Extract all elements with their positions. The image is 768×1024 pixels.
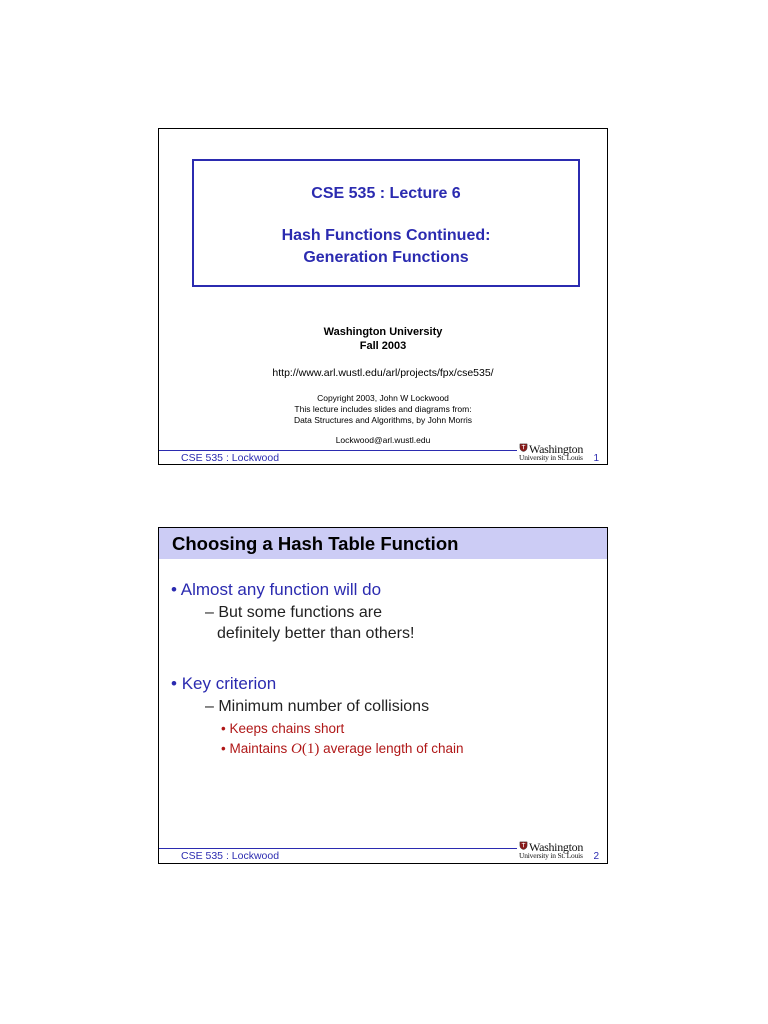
bullet-1-sub-line-1: – But some functions are (205, 604, 382, 621)
shield-icon (519, 443, 528, 452)
washington-university-logo (519, 442, 583, 464)
bullet-2-subsub-1: • Keeps chains short (221, 721, 345, 736)
footer-divider (159, 450, 517, 451)
bullet-2: • Key criterion (171, 674, 277, 693)
lecture-title: CSE 535 : Lecture 6 (311, 185, 461, 202)
copyright-line-1: Copyright 2003, John W Lockwood (317, 393, 449, 403)
subsub-2-tail: average length of chain (319, 741, 464, 756)
bullet-2-text: Key criterion (181, 674, 277, 693)
copyright-line-3: Data Structures and Algorithms, by John Morris (293, 415, 473, 425)
shield-icon (519, 841, 528, 850)
big-o-symbol: O (291, 741, 302, 757)
slide-header (159, 528, 607, 559)
footer-text: CSE 535 : Lockwood (181, 452, 280, 464)
big-o-argument: (1) (301, 741, 320, 757)
title-box (192, 159, 580, 287)
bullet-1-text: Almost any function will do (180, 580, 382, 599)
logo-name: Washington (529, 442, 584, 456)
footer-divider (159, 848, 517, 849)
bullet-1-sub-line-2: definitely better than others! (217, 625, 415, 642)
contact-email: Lockwood@arl.wustl.edu (335, 435, 431, 445)
slide-title: Choosing a Hash Table Function (172, 533, 459, 554)
page-number: 1 (593, 453, 599, 464)
bullet-2-sub: – Minimum number of collisions (205, 698, 430, 715)
logo-name: Washington (529, 840, 584, 854)
slide-1 (158, 128, 608, 465)
logo-subtitle: University in St. Louis (519, 453, 583, 462)
slide-2 (158, 527, 608, 864)
bullet-2-subsub-2: • Maintains O(1) average length of chain (221, 741, 464, 757)
bullet-1: • Almost any function will do (171, 580, 382, 599)
university-name: Washington University (323, 326, 443, 338)
washington-university-logo (519, 840, 583, 862)
page-number: 2 (593, 851, 599, 862)
lecture-subtitle-line-1: Hash Functions Continued: (281, 227, 491, 244)
copyright-line-2: This lecture includes slides and diagrams from: (294, 404, 472, 414)
subsub-1-text: Keeps chains short (229, 721, 345, 736)
subsub-2-text: Maintains (229, 741, 288, 756)
logo-subtitle: University in St. Louis (519, 851, 583, 860)
course-url: http://www.arl.wustl.edu/arl/projects/fpx/cse535/ (272, 367, 494, 379)
lecture-subtitle-line-2: Generation Functions (303, 249, 469, 266)
term: Fall 2003 (359, 340, 407, 352)
footer-text: CSE 535 : Lockwood (181, 850, 280, 862)
